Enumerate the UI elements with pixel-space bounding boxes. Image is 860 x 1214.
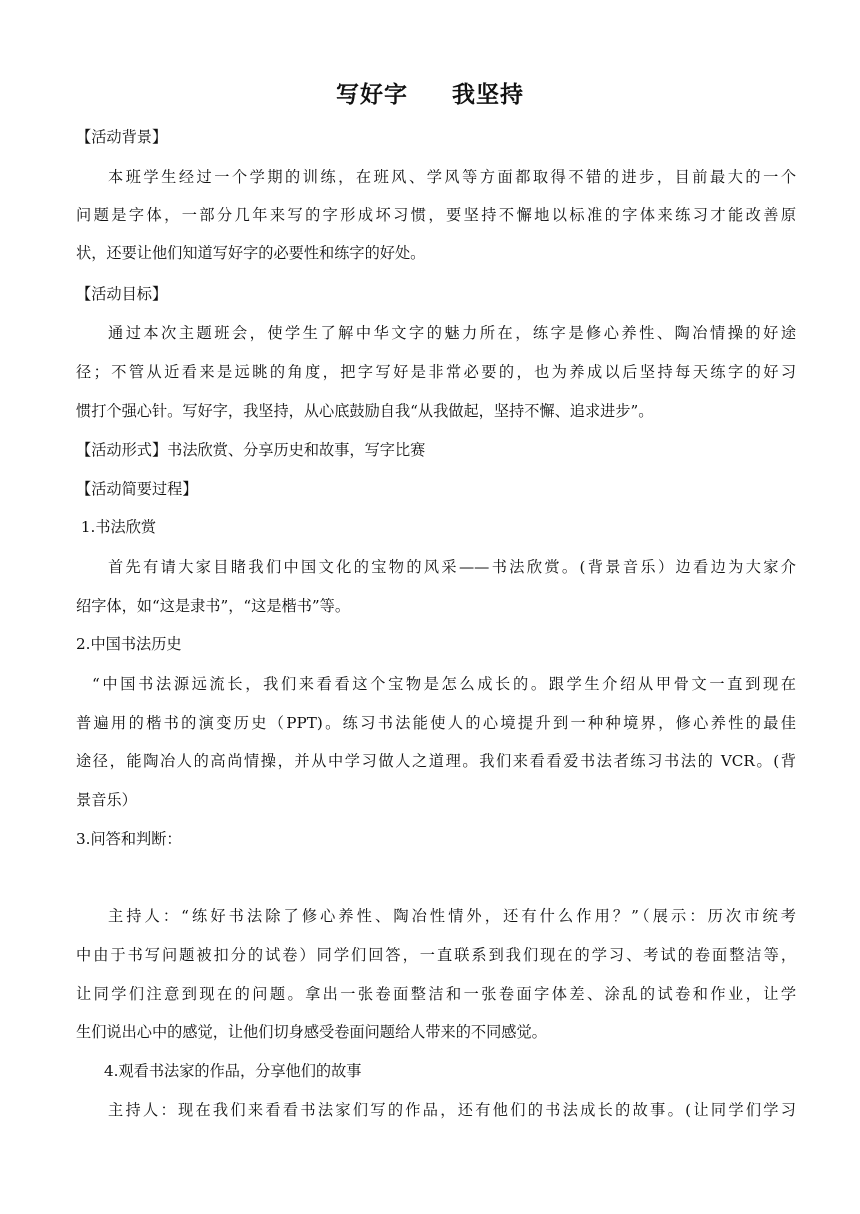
step-2-line-1: “中国书法源远流长，我们来看看这个宝物是怎么成长的。跟学生介绍从甲骨文一直到现在 [92, 675, 796, 693]
step-4-line-1: 主持人：现在我们来看看书法家们写的作品，还有他们的书法成长的故事。(让同学们学习 [108, 1101, 796, 1119]
step-2-line-3: 途径，能陶冶人的高尚情操，并从中学习做人之道理。我们来看看爱书法者练习书法的 VCR。(背 [76, 752, 796, 770]
step-2-line-2: 普遍用的楷书的演变历史（PPT)。练习书法能使人的心境提升到一种种境界，修心养性的最佳 [76, 714, 796, 732]
step-4-title: 4.观看书法家的作品，分享他们的故事 [104, 1062, 362, 1080]
page-title [0, 76, 860, 109]
step-2-title: 2.中国书法历史 [76, 635, 182, 653]
goal-line-2: 径；不管从近看来是远眺的角度，把字写好是非常必要的，也为养成以后坚持每天练字的好习 [76, 363, 796, 381]
background-line-2: 问题是字体，一部分几年来写的字形成坏习惯，要坚持不懈地以标准的字体来练习才能改善原 [76, 206, 796, 224]
background-line-3: 状，还要让他们知道写好字的必要性和练字的好处。 [76, 244, 426, 262]
step-1-line-1: 首先有请大家目睹我们中国文化的宝物的风采——书法欣赏。(背景音乐）边看边为大家介 [108, 558, 796, 576]
step-2-line-4: 景音乐） [76, 791, 137, 809]
step-3-line-1: 主持人：“练好书法除了修心养性、陶冶性情外，还有什么作用？”（展示：历次市统考 [108, 907, 796, 925]
title-part-1: 写好字 [336, 82, 408, 108]
title-part-2: 我坚持 [452, 82, 524, 108]
heading-goal: 【活动目标】 [76, 285, 168, 303]
step-3-line-2: 中由于书写问题被扣分的试卷）同学们回答，一直联系到我们现在的学习、考试的卷面整洁等， [76, 946, 796, 964]
form-line: 【活动形式】书法欣赏、分享历史和故事，写字比赛 [76, 441, 426, 459]
heading-background: 【活动背景】 [76, 128, 168, 146]
step-3-title: 3.问答和判断： [76, 830, 182, 848]
background-line-1: 本班学生经过一个学期的训练，在班风、学风等方面都取得不错的进步，目前最大的一个 [108, 168, 796, 186]
heading-process: 【活动简要过程】 [76, 480, 198, 498]
step-3-line-4: 生们说出心中的感觉，让他们切身感受卷面问题给人带来的不同感觉。 [76, 1023, 547, 1041]
goal-line-3: 惯打个强心针。写好字，我坚持，从心底鼓励自我“从我做起，坚持不懈、追求进步”。 [76, 402, 654, 420]
step-1-title: 1.书法欣赏 [76, 518, 157, 536]
step-3-line-3: 让同学们注意到现在的问题。拿出一张卷面整洁和一张卷面字体差、涂乱的试卷和作业，让学 [76, 985, 796, 1003]
goal-line-1: 通过本次主题班会，使学生了解中华文字的魅力所在，练字是修心养性、陶冶情操的好途 [108, 324, 796, 342]
step-1-line-2: 绍字体，如“这是隶书”，“这是楷书”等。 [76, 597, 351, 615]
